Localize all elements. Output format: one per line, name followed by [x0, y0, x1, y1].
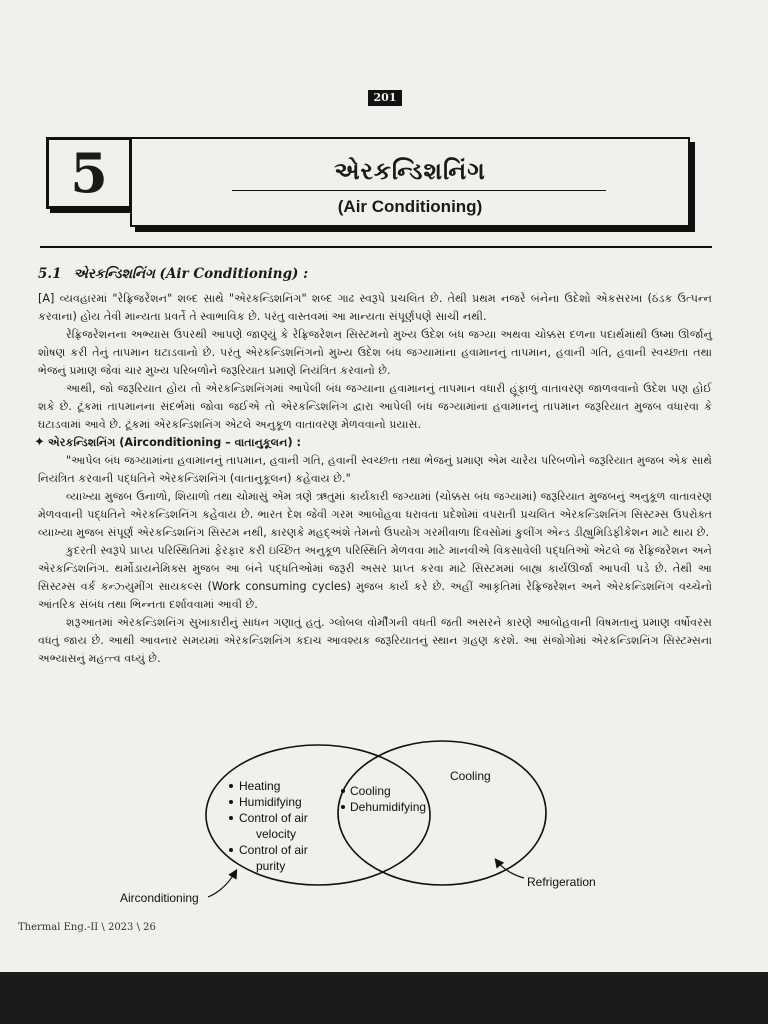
definition-paragraph: "આપેલ બંધ જગ્યામાંના હવામાનનું તાપમાન, હવાની ગતિ, હવાની સ્વચ્છતા તથા ભેજનું પ્રમાણ એમ ચારેય પરિબળોને જરૂરિયાત મુજબ એક સાથે નિયંત્રિત કરવાની પદ્ધતિને એરકન્ડિશનિંગ (વાતાનુકૂલન) કહેવાય છે."	[38, 454, 712, 485]
paragraph: રેફ્રિજરેશનના અભ્યાસ ઉપરથી આપણે જાણ્યું કે રેફ્રિજરેશન સિસ્ટમનો મુખ્ય ઉદેશ બંધ જગ્યા અથવા ચોક્કસ દળના પદાર્થમાંથી ઉષ્મા ઊર્જાનું શોષણ કરી તેનું તાપમાન ઘટાડવાનો છે. પરંતુ એરકન્ડિશનિંગનો મુખ્ય ઉદેશ બંધ જગ્યામાંના હવામાનનું તાપમાન, હવાની ગતિ, હવાની સ્વચ્છતા તથા ભેજનું પ્રમાણ જેવાં ચાર મુખ્ય પરિબળોને જરૂરિયાત પ્રમાણે નિયંત્રિત કરવાનો છે.	[38, 328, 712, 377]
diagram-label-airconditioning: Airconditioning	[120, 891, 199, 905]
diagram-item-air-velocity-1: Control of air	[239, 811, 308, 825]
diagram-label-refrigeration: Refrigeration	[527, 875, 596, 889]
paragraph: [A] વ્યવહારમાં "રેફ્રિજરેશન" શબ્દ સાથે "એરકન્ડિશનિંગ" શબ્દ ગાઢ સ્વરૂપે પ્રચલિત છે. તેથી પ્રથમ નજરે બંનેના ઉદેશો એકસરખા (ઠંડક ઉત્પન્ન કરવાના) હોય તેવી માન્યતા પ્રવર્તે તે સ્વાભાવિક છે. પરંતુ વાસ્તવમાં આ માન્યતા સંપૂર્ણપણે સાચી નથી.	[38, 292, 712, 323]
sub-heading	[34, 434, 712, 452]
chapter-number: 5	[70, 141, 108, 205]
diagram-item-air-purity-1: Control of air	[239, 843, 308, 857]
paragraph: આથી, જો જરૂરિયાત હોય તો એરકન્ડિશનિંગમાં આપેલી બંધ જગ્યાના હવામાનનું તાપમાન વધારી હૂંફાળું વાતાવરણ જાળવવાનો ઉદેશ પણ હોઈ શકે છે. ટૂંકમાં તાપમાનના સંદર્ભમાં જોવા જઈએ તો એરકન્ડિશનિંગ દ્વારા આપેલી બંધ જગ્યામાંના હવામાનનું તાપમાન જરૂરિયાત મુજબ વધારવા કે ઘટાડવામાં આવે છે. ટૂંકમાં એરકન્ડિશનિંગ એટલે અનુકૂળ વાતાવરણ મેળવવાનો પ્રયાસ.	[38, 382, 712, 431]
title-divider	[232, 190, 606, 191]
diagram-item-humidifying: Humidifying	[239, 795, 302, 809]
diagram-item-heating: Heating	[239, 779, 281, 793]
chapter-number-box	[46, 137, 132, 209]
paragraph: શરૂઆતમાં એરકન્ડિશનિંગ સુખાકારીનું સાધન ગણાતું હતું. ગ્લોબલ વોર્મીંગની વધતી જતી અસરને કારણે આબોહવાની વિષમતાનું પ્રમાણ વર્ષોવરસ વધતું જાય છે. આથી આવનાર સમયમાં એરકન્ડિશનિંગ કદાચ આવશ્યક જરૂરિયાતનું સ્થાન ગ્રહણ કરશે. આ સંજોગોમાં એરકન્ડિશનિંગ સિસ્ટમ્સના અભ્યાસનું મહત્ત્વ વધ્યું છે.	[38, 616, 712, 665]
chapter-title-english: (Air Conditioning)	[337, 197, 483, 216]
star-bullet-icon: ✦	[34, 435, 45, 450]
diagram-label-cooling: Cooling	[450, 769, 491, 783]
header-rule	[40, 246, 712, 248]
body-text-block-1	[34, 290, 712, 668]
paragraph: કુદરતી સ્વરૂપે પ્રાપ્ય પરિસ્થિતિમાં ફેરફાર કરી ઇચ્છિત અનુકૂળ પરિસ્થિતિ મેળવવા માટે માનવીએ વિકસાવેલી પદ્ધતિઓ એટલે જ રેફ્રિજરેશન અને એરકન્ડિશનિંગ. થર્મોડાયનેમિક્સ મુજબ આ બંને પદ્ધતિઓમાં જરૂરી અસર પ્રાપ્ત કરવા માટે સિસ્ટમમાં બાહ્ય કાર્યઊર્જા આપવી પડે છે. તેથી આ સિસ્ટમ્સ વર્ક કન્ઝ્યુમીંગ સાયકલ્સ (Work consuming cycles) મુજબ કાર્ય કરે છે. અહીં આકૃતિમાં રેફ્રિજરેશન અને એરકન્ડિશનિંગ વચ્ચેનો આંતરિક સંબંધ તથા ભિન્નતા દર્શાવવામાં આવી છે.	[38, 544, 712, 611]
section-heading	[38, 266, 320, 282]
diagram-item-dehumidifying: Dehumidifying	[350, 800, 427, 814]
diagram-item-cooling: Cooling	[350, 784, 391, 798]
section-number: 5.1	[38, 266, 62, 282]
chapter-title-box	[130, 137, 690, 227]
arrow-refrigeration	[496, 860, 524, 878]
paragraph: વ્યાખ્યા મુજબ ઉનાળો, શિયાળો તથા ચોમાસું એમ ત્રણે ઋતુમાં કાર્યકારી જગ્યામાં (ચોક્કસ બંધ જગ્યામાં) જરૂરિયાત મુજબનું અનુકૂળ વાતાવરણ મેળવવાની પદ્ધતિને એરકન્ડિશનિંગ કહેવાય છે. ભારત દેશ જેવી ગરમ આબોહવા ધરાવતા પ્રદેશોમાં વપરાતી પ્રચલિત એરકન્ડિશનિંગ સિસ્ટમ્સ ઉપરોક્ત વ્યાખ્યા મુજબ સંપૂર્ણ એરકન્ડિશનિંગ સિસ્ટમ નથી, કારણકે મહદ્અંશે તેમનો ઉપયોગ ગરમીવાળા દિવસોમાં કુલીંગ એન્ડ ડીહ્યુમિડિફીકેશન માટે થાય છે.	[38, 490, 712, 539]
chapter-title-gujarati: એરકન્ડિશનિંગ	[334, 157, 486, 185]
arrow-airconditioning	[208, 871, 236, 897]
page-number: 201	[368, 90, 402, 106]
scan-background-edge	[0, 972, 768, 1024]
section-title: એરકન્ડિશનિંગ (Air Conditioning) :	[73, 266, 309, 282]
venn-diagram	[0, 740, 768, 920]
diagram-item-air-velocity-2: velocity	[256, 827, 297, 841]
sub-heading-text: એરકન્ડિશનિંગ (Airconditioning – વાતાનુકૂલન) :	[48, 436, 301, 449]
diagram-item-air-purity-2: purity	[256, 859, 286, 873]
page-footer: Thermal Eng.-II \ 2023 \ 26	[18, 922, 156, 933]
